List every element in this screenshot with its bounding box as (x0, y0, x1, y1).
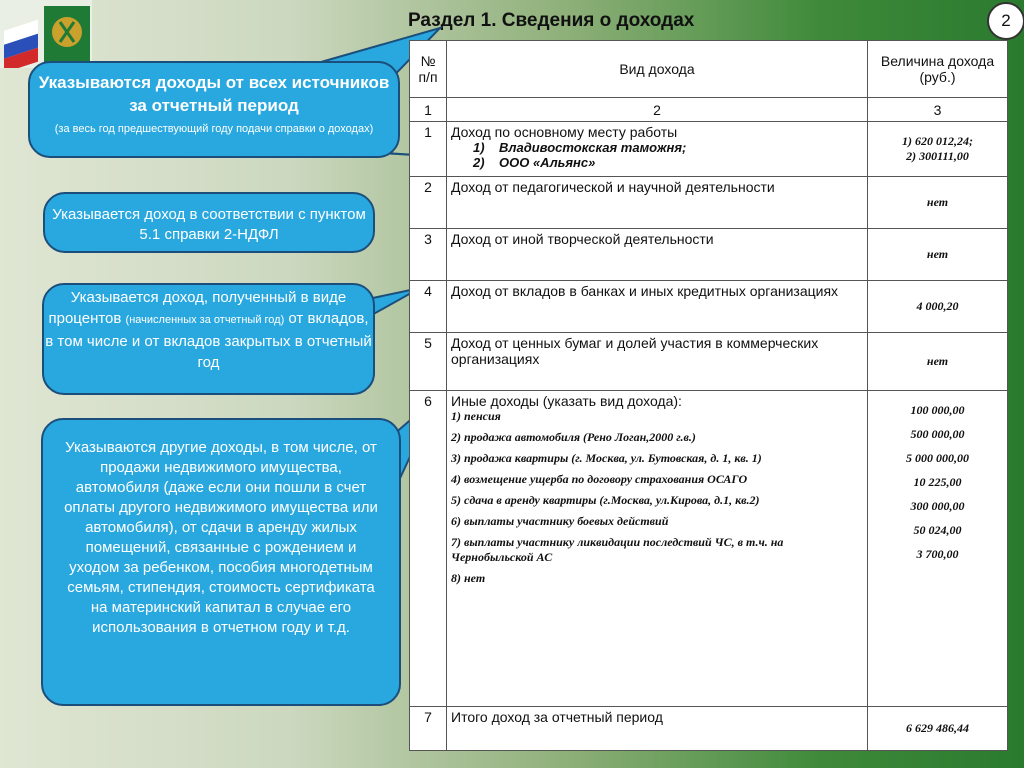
header-num: № п/п (410, 41, 447, 98)
colnum-1: 1 (410, 98, 447, 122)
header-value: Величина дохода (руб.) (868, 41, 1008, 98)
row-type-text: Доход по основному месту работы (451, 124, 678, 141)
list-item: 1) пенсия (451, 409, 501, 424)
row-num: 2 (410, 176, 447, 228)
page-number-badge: 2 (987, 2, 1024, 40)
row-num: 4 (410, 280, 447, 332)
callout-3-small-text: (начисленных за отчетный год) (125, 314, 285, 326)
other-income-list (451, 409, 863, 586)
row-type: Доход от вкладов в банках и иных кредитных организациях (447, 280, 868, 332)
row-value: нет (868, 228, 1008, 280)
table-row (410, 122, 1008, 176)
table-row-total (410, 706, 1008, 750)
income-table (409, 40, 1008, 751)
header-type: Вид дохода (447, 41, 868, 98)
row-value (868, 122, 1008, 176)
table-row (410, 333, 1008, 391)
table-row (410, 280, 1008, 332)
callout-interest (42, 283, 375, 395)
list-item: 5) сдача в аренду квартиры (г.Москва, ул.Кирова, д.1, кв.2) (451, 493, 760, 508)
row-value: нет (868, 333, 1008, 391)
subitem-text: ООО «Альянс» (499, 155, 596, 171)
list-item: 7) выплаты участнику ликвидации последствий ЧС, в т.ч. на Чернобыльской АС (451, 535, 784, 565)
colnum-2: 2 (447, 98, 868, 122)
row-num: 3 (410, 228, 447, 280)
callout-other-income: Указываются другие доходы, в том числе, от продажи недвижимого имущества, автомобиля (даже если они пошли в счет оплаты другого недвижимого имущества или автомобиля), от сдачи в аренду жилых помещений, связанные с рождением и уходом за ребенком, пособия многодетным семьям, стипендия, стоимость сертификата на материнский капитал в случае его использования в отчетном году и т.д. (41, 418, 401, 706)
list-item: 6) выплаты участнику боевых действий (451, 514, 669, 529)
callout-3-text-2: от вкладов, в том числе и от вкладов закрытых в отчетный год (45, 310, 372, 371)
row-value (868, 391, 1008, 706)
row-type: Доход от иной творческой деятельности (447, 228, 868, 280)
row-num: 7 (410, 706, 447, 750)
row-type: Доход от педагогической и научной деятельности (447, 176, 868, 228)
row-type (447, 122, 868, 176)
value-line: 1) 620 012,24; (902, 133, 973, 148)
list-item: 2) продажа автомобиля (Рено Логан,2000 г.в.) (451, 430, 696, 445)
table-row (410, 391, 1008, 706)
callout-3-text-1: Указывается доход, полученный в виде процентов (48, 289, 347, 327)
table-row (410, 176, 1008, 228)
list-item: 8) нет (451, 571, 486, 586)
value-line: 50 024,00 (913, 523, 962, 538)
row-type-text: Иные доходы (указать вид дохода): (451, 393, 682, 410)
value-line: 500 000,00 (910, 427, 965, 442)
row-value: 4 000,20 (868, 280, 1008, 332)
subitem-marker: 1) (473, 140, 485, 156)
subitem-marker: 2) (473, 155, 485, 171)
row-num: 5 (410, 333, 447, 391)
value-line: 2) 300111,00 (906, 148, 969, 163)
subitem (451, 140, 863, 155)
callout-1-main-text: Указываются доходы от всех источников за отчетный период (38, 73, 390, 115)
value-line: 300 000,00 (910, 499, 965, 514)
page-title: Раздел 1. Сведения о доходах (408, 10, 695, 31)
row-num: 1 (410, 122, 447, 176)
list-item: 4) возмещение ущерба по договору страхования ОСАГО (451, 472, 748, 487)
total-value: 6 629 486,44 (868, 706, 1008, 750)
value-line: 10 225,00 (913, 475, 962, 490)
colnum-3: 3 (868, 98, 1008, 122)
row-type (447, 391, 868, 706)
row-type: Итого доход за отчетный период (447, 706, 868, 750)
value-line: 100 000,00 (910, 403, 965, 418)
row-value: нет (868, 176, 1008, 228)
value-line: 3 700,00 (916, 547, 959, 562)
callout-1-small-text: (за весь год предшествующий году подачи справки о доходах) (54, 123, 374, 135)
row-num: 6 (410, 391, 447, 706)
subitem (451, 155, 863, 170)
column-number-row (410, 98, 1008, 122)
row-type: Доход от ценных бумаг и долей участия в коммерческих организациях (447, 333, 868, 391)
subitem-text: Владивостокская таможня; (499, 140, 687, 156)
value-line: 5 000 000,00 (906, 451, 969, 466)
table-header-row (410, 41, 1008, 98)
list-item: 3) продажа квартиры (г. Москва, ул. Бутовская, д. 1, кв. 1) (451, 451, 762, 466)
callout-ndfl: Указывается доход в соответствии с пунктом 5.1 справки 2-НДФЛ (43, 192, 375, 253)
callout-all-sources (28, 61, 400, 158)
table-row (410, 228, 1008, 280)
